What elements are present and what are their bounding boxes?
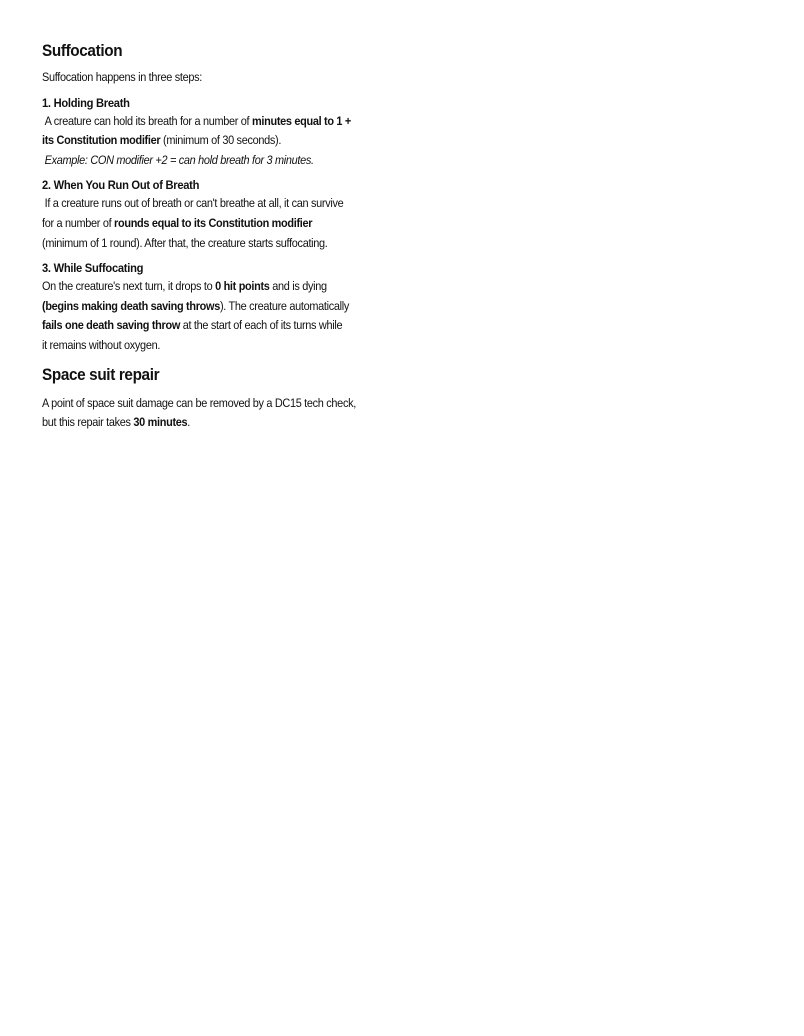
step-1-heading: 1. Holding Breath	[42, 95, 130, 110]
step-2-line-2	[42, 214, 341, 234]
step-3-line-1	[42, 277, 341, 297]
step-3-line-3	[42, 316, 341, 336]
repair-line-2	[42, 413, 341, 433]
repair-text-a: but this repair takes	[42, 415, 134, 430]
step-1-emphasis-b: its Constitution modifier	[42, 133, 161, 148]
suffocation-intro: Suffocation happens in three steps:	[42, 70, 202, 84]
step-2-text-a: for a number of	[42, 215, 115, 230]
step-3-text-d: at the start of each of its turns while	[180, 318, 343, 333]
step-3-line-2	[42, 297, 350, 317]
repair-emphasis: 30 minutes	[133, 415, 188, 430]
step-2-heading: 2. When You Run Out of Breath	[42, 178, 200, 193]
step-3-text-b: and is dying	[269, 279, 327, 294]
step-1-line-1	[42, 112, 351, 132]
step-3-emphasis-a: 0 hit points	[215, 279, 270, 294]
step-2-line-3: (minimum of 1 round). After that, the creature starts suffocating.	[42, 235, 328, 250]
step-3-emphasis-b: (begins making death saving throws	[42, 298, 220, 313]
step-2-line-1: If a creature runs out of breath or can't breathe at all, it can survive	[44, 196, 344, 211]
repair-line-1: A point of space suit damage can be removed by a DC15 tech check,	[42, 395, 356, 410]
step-1-line-2	[42, 131, 341, 151]
step-1-text-a: A creature can hold its breath for a number of	[44, 113, 253, 128]
repair-text-b: .	[187, 415, 191, 430]
step-3-text-c: ). The creature automatically	[219, 298, 350, 313]
section-title-space-suit-repair: Space suit repair	[42, 364, 160, 384]
step-2-emphasis: rounds equal to its Constitution modifier	[114, 215, 313, 230]
section-title-suffocation: Suffocation	[42, 41, 123, 60]
step-3-heading: 3. While Suffocating	[42, 261, 144, 276]
step-1-emphasis-a: minutes equal to 1 +	[252, 113, 351, 128]
step-3-line-4: it remains without oxygen.	[42, 337, 161, 352]
step-3-emphasis-c: fails one death saving throw	[42, 318, 181, 333]
step-1-example: Example: CON modifier +2 = can hold breath for 3 minutes.	[44, 152, 314, 167]
step-1-text-b: (minimum of 30 seconds).	[160, 133, 282, 148]
step-3-text-a: On the creature's next turn, it drops to	[42, 279, 216, 294]
document-column	[42, 40, 382, 433]
